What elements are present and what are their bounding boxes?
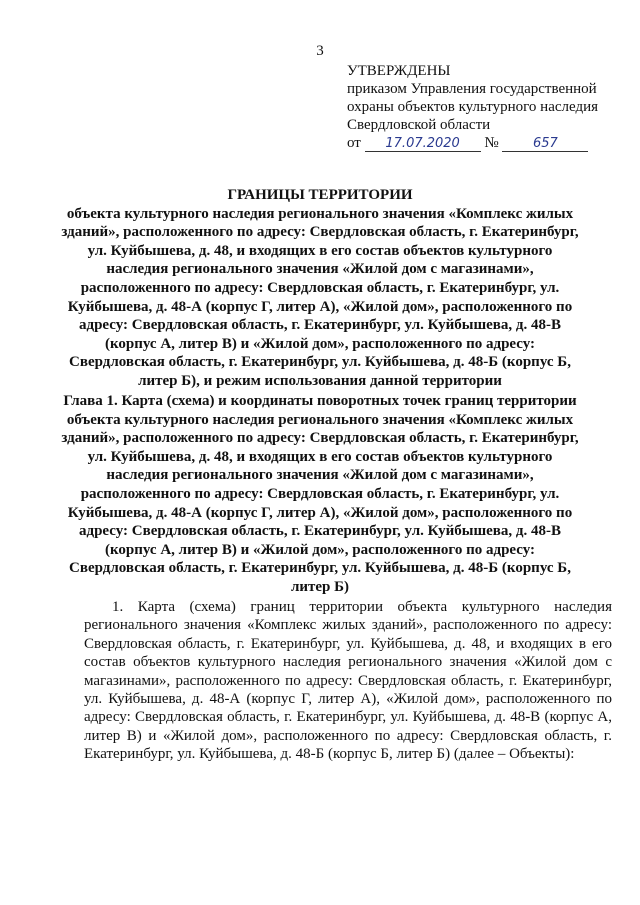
number-prefix: № (484, 135, 499, 151)
approval-heading: УТВЕРЖДЕНЫ (347, 63, 451, 79)
approval-line-3: Свердловской области (347, 117, 491, 133)
approval-line-2: охраны объектов культурного наследия (347, 99, 599, 115)
approval-line-1: приказом Управления государственной (347, 81, 597, 97)
body-paragraph-1: 1. Карта (схема) границ территории объекта культурного наследия регионального значения «Комплекс жилых зданий», расположенного по адресу: Свердловская область, г. Екатеринбург, ул. Куйбышева, д. 48, и входящих в его состав объектов культурного наследия регионального значения «Жилой дом с магазинами», расположенного по адресу: Свердловская область, г. Екатеринбург, ул. Куйбышева, д. 48-А (корпус Г, литер А), «Жилой дом», расположенного по адресу: Свердловская область, г. Екатеринбург, ул. Куйбышева, д. 48-В (корпус А, литер В) и «Жилой дом», расположенного по адресу: Свердловская область, г. Екатеринбург, ул. Куйбышева, д. 48-Б (корпус Б, литер Б) (далее – Объекты): (84, 599, 612, 763)
document-subtitle: объекта культурного наследия регионального значения «Комплекс жилых зданий», расположенного по адресу: Свердловская область, г. Екатеринбург, ул. Куйбышева, д. 48, и входящих в его состав объектов культурного наследия регионального значения «Жилой дом с магазинами», расположенного по адресу: Свердловская область, г. Екатеринбург, ул. Куйбышева, д. 48-А (корпус Г, литер А), «Жилой дом», расположенного по адресу: Свердловская область, г. Екатеринбург, ул. Куйбышева, д. 48-В (корпус А, литер В) и «Жилой дом», расположенного по адресу: Свердловская область, г. Екатеринбург, ул. Куйбышева, д. 48-Б (корпус Б, литер Б), и режим использования данной территории (61, 205, 579, 389)
page-number: 3 (316, 43, 324, 59)
approval-date-line (347, 134, 627, 152)
approval-block (347, 62, 627, 152)
date-prefix: от (347, 135, 361, 151)
document-title-block (60, 186, 580, 391)
document-title: ГРАНИЦЫ ТЕРРИТОРИИ (227, 187, 413, 203)
chapter-heading: Глава 1. Карта (схема) и координаты поворотных точек границ территории объекта культурного наследия регионального значения «Комплекс жилых зданий», расположенного по адресу: Свердловская область, г. Екатеринбург, ул. Куйбышева, д. 48, и входящих в его состав объектов культурного наследия регионального значения «Жилой дом с магазинами», расположенного по адресу: Свердловская область, г. Екатеринбург, ул. Куйбышева, д. 48-А (корпус Г, литер А), «Жилой дом», расположенного по адресу: Свердловская область, г. Екатеринбург, ул. Куйбышева, д. 48-В (корпус А, литер В) и «Жилой дом», расположенного по адресу: Свердловская область, г. Екатеринбург, ул. Куйбышева, д. 48-Б (корпус Б, литер Б) (61, 393, 579, 595)
handwritten-order-number: 657 (502, 136, 588, 152)
handwritten-date: 17.07.2020 (365, 136, 481, 152)
